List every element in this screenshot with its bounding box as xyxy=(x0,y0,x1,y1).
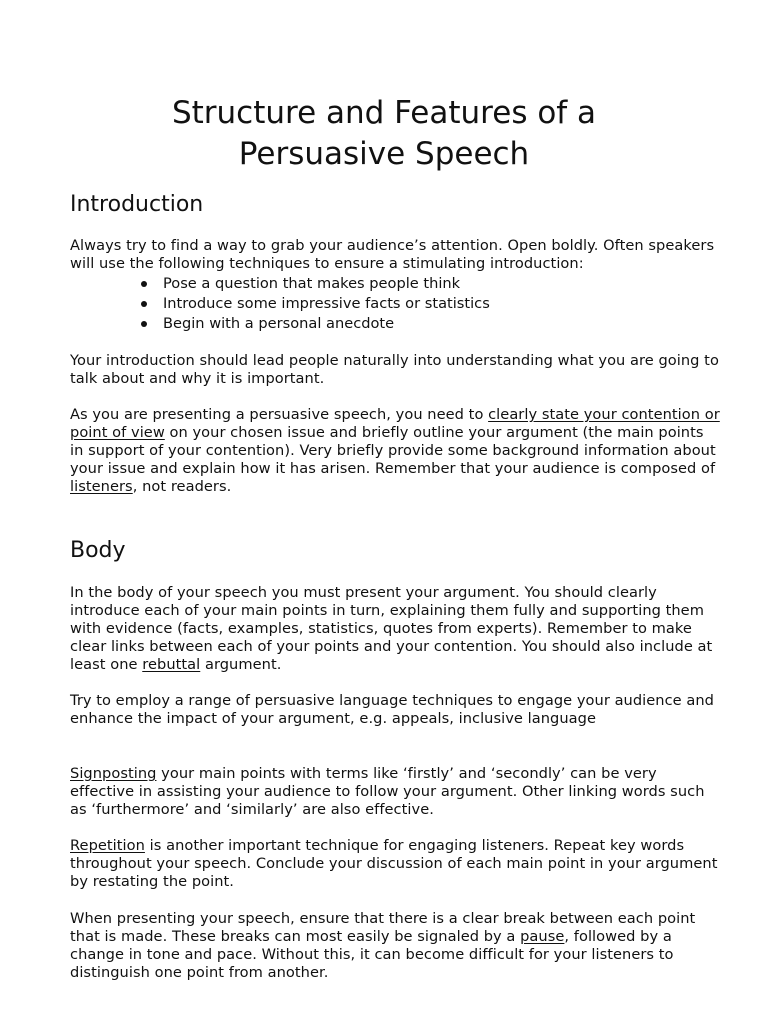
body-paragraph-3: Signposting your main points with terms like ‘firstly’ and ‘secondly’ can be very effective in assisting your audience to follow your argument. Other linking words such as ‘furthermore’ and ‘similarly’ are also effective. xyxy=(70,765,705,818)
intro-technique-list xyxy=(135,274,490,334)
bullet-icon xyxy=(141,301,147,307)
intro-paragraph-1: Always try to find a way to grab your audience’s attention. Open boldly. Often speakers will use the following techniques to ensure a stimulating introduction: xyxy=(70,237,715,272)
underlined-signposting: Signposting xyxy=(70,765,157,782)
intro-paragraph-2: Your introduction should lead people naturally into understanding what you are going to talk about and why it is important. xyxy=(70,352,719,387)
underlined-pause: pause xyxy=(520,928,565,945)
intro-paragraph-3: As you are presenting a persuasive speech, you need to clearly state your contention or point of view on your chosen issue and briefly outline your argument (the main points in support of your contention). Very briefly provide some background information about your issue and explain how it has arisen. Remember that your audience is composed of listeners, not readers. xyxy=(70,406,720,495)
title-line-2: Persuasive Speech xyxy=(238,136,530,172)
list-item: Begin with a personal anecdote xyxy=(135,314,490,334)
body-paragraph-5: When presenting your speech, ensure that there is a clear break between each point that is made. These breaks can most easily be signaled by a pause, followed by a change in tone and pace. Without this, it can become difficult for your listeners to distinguish one point from another. xyxy=(70,910,696,981)
title-line-1: Structure and Features of a xyxy=(171,95,597,131)
underlined-contention: clearly state your contention or point of view xyxy=(70,406,720,441)
list-item: Introduce some impressive facts or statistics xyxy=(135,294,490,314)
body-heading: Body xyxy=(70,538,126,563)
underlined-repetition: Repetition xyxy=(70,837,145,854)
body-paragraph-1: In the body of your speech you must present your argument. You should clearly introduce each of your main points in turn, explaining them fully and supporting them with evidence (facts, examples, statistics, quotes from experts). Remember to make clear links between each of your points and your contention. You should also include at least one rebuttal argument. xyxy=(70,584,713,673)
body-paragraph-4: Repetition is another important technique for engaging listeners. Repeat key words throughout your speech. Conclude your discussion of each main point in your argument by restating the point. xyxy=(70,837,718,890)
underlined-rebuttal: rebuttal xyxy=(142,656,201,673)
list-item: Pose a question that makes people think xyxy=(135,274,490,294)
body-paragraph-2: Try to employ a range of persuasive language techniques to engage your audience and enhance the impact of your argument, e.g. appeals, inclusive language xyxy=(70,692,714,727)
underlined-listeners: listeners xyxy=(70,478,133,495)
bullet-icon xyxy=(141,321,147,327)
document-title xyxy=(0,93,768,175)
bullet-icon xyxy=(141,281,147,287)
introduction-heading: Introduction xyxy=(70,192,204,217)
